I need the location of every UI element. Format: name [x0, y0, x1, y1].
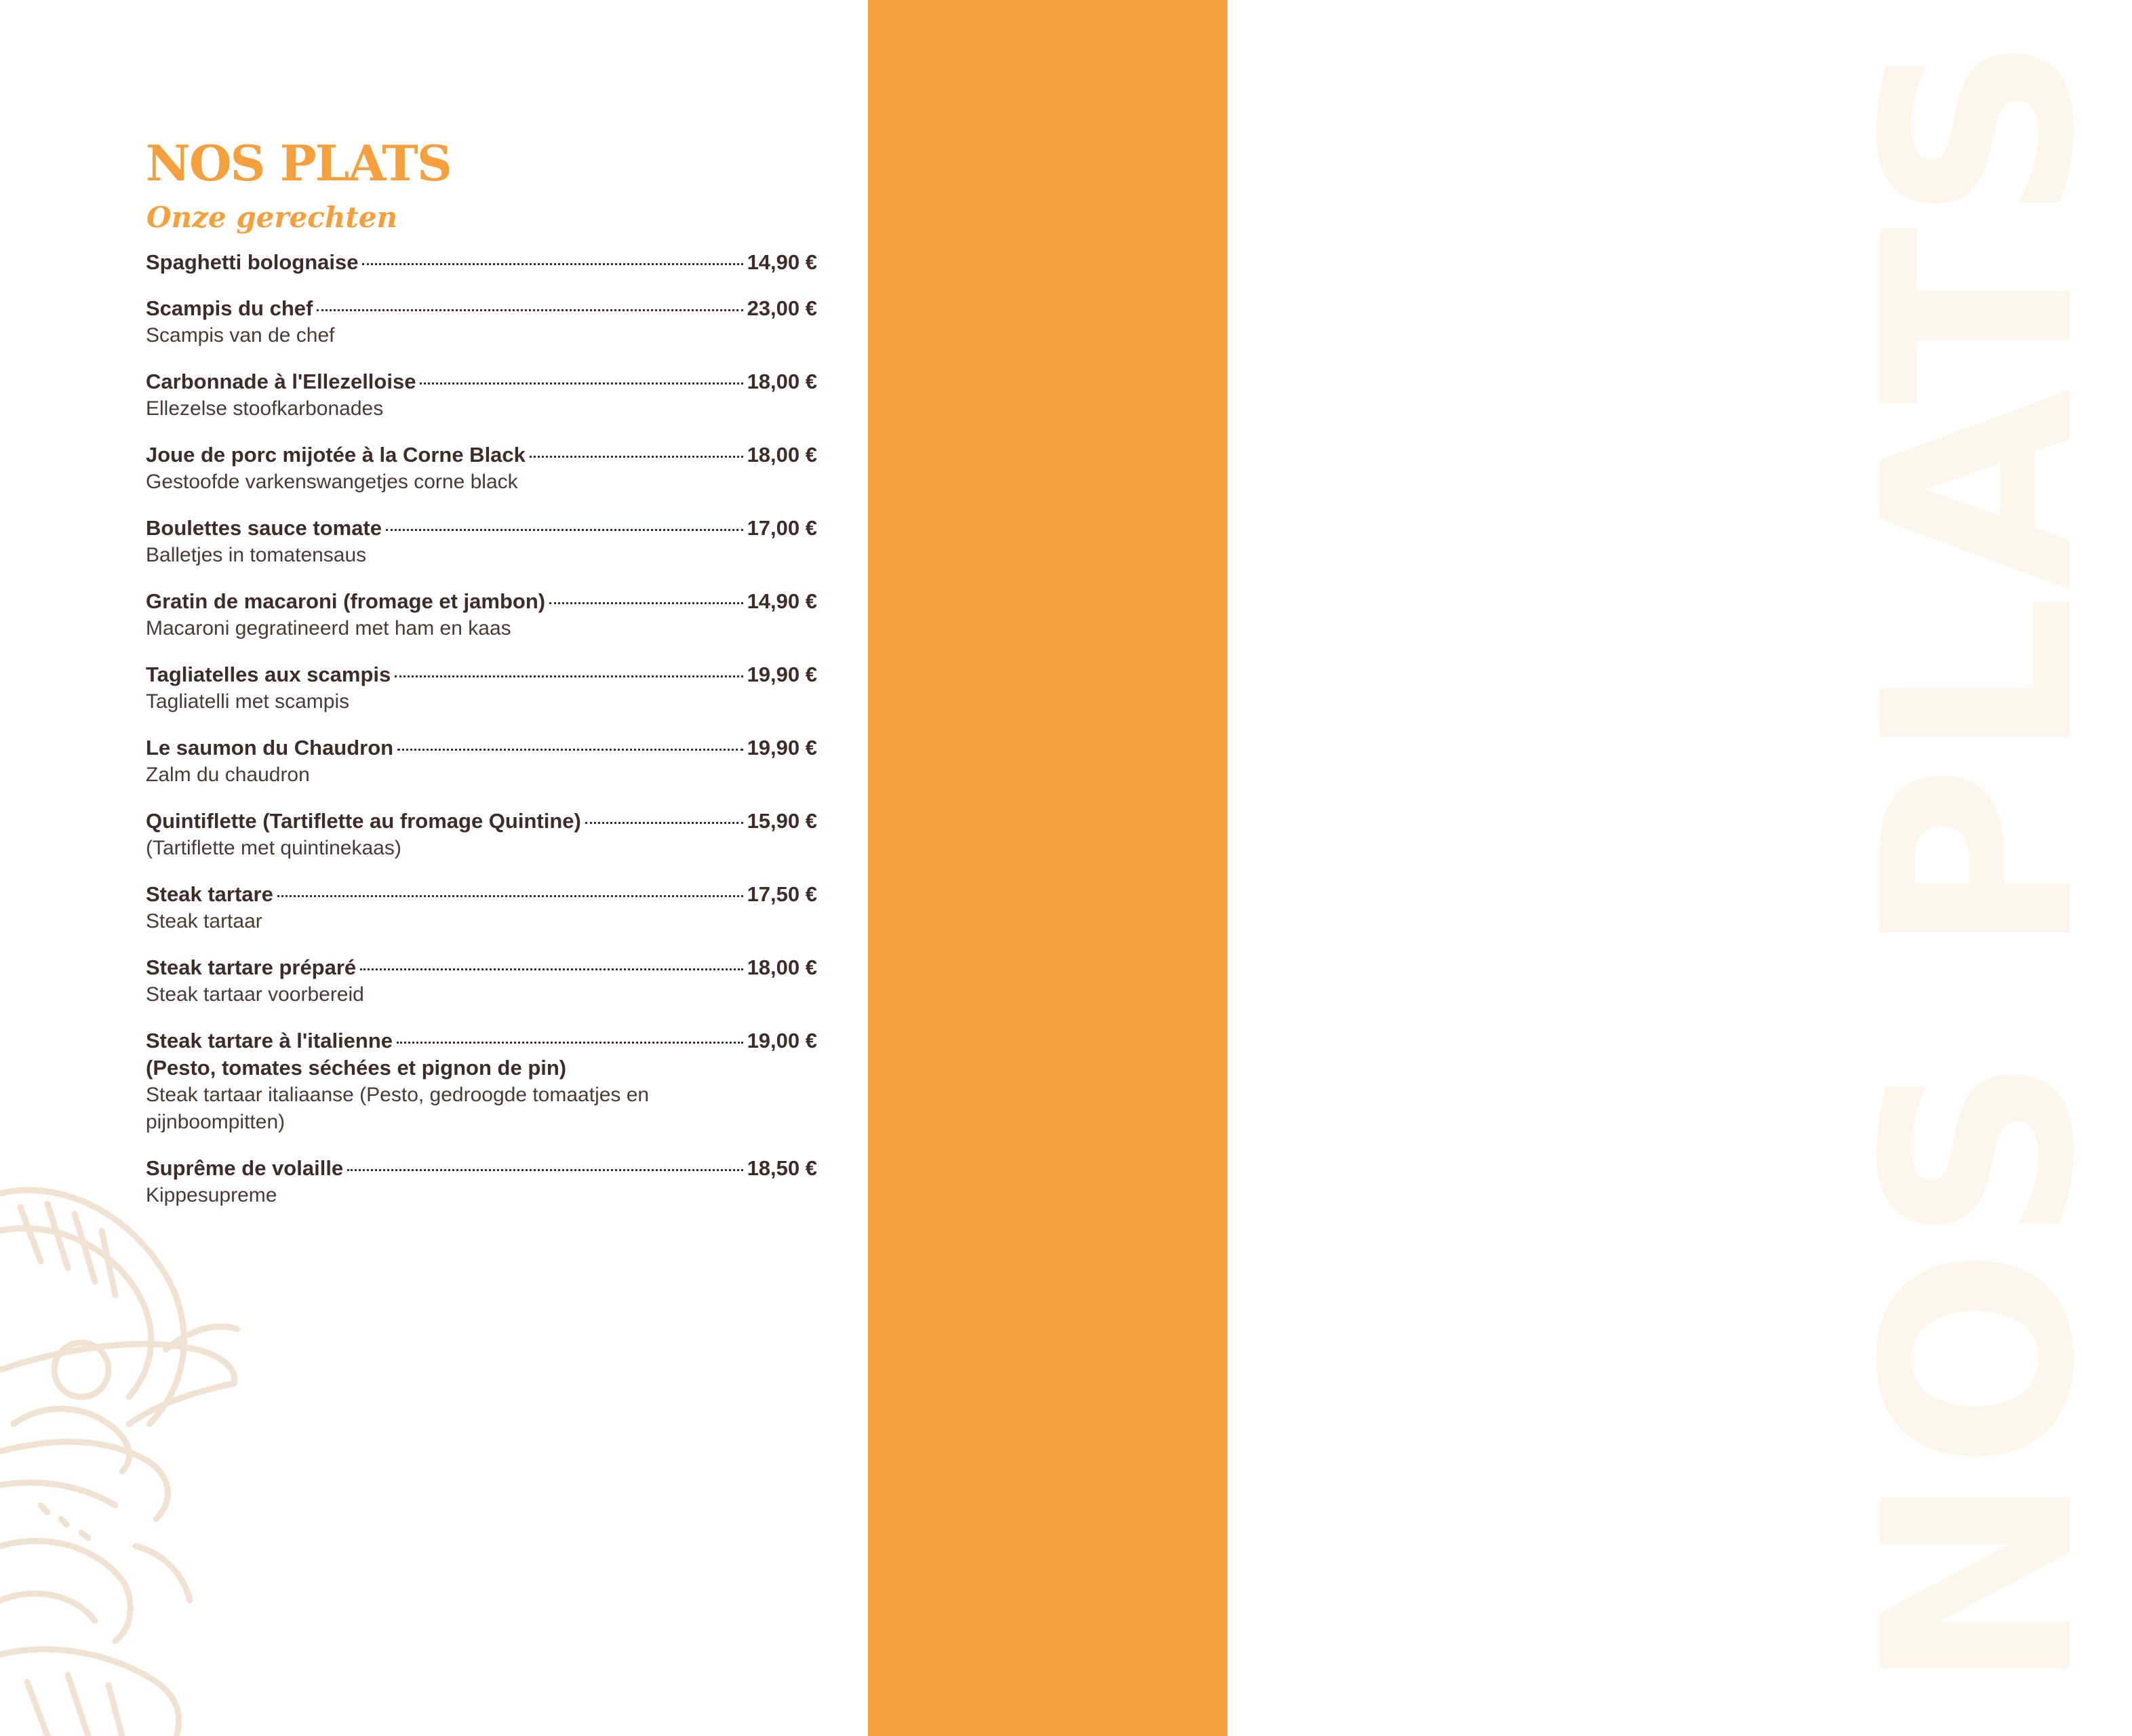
dish-translation: Steak tartaar voorbereid [146, 983, 364, 1006]
menu-item [146, 881, 817, 935]
menu-item [146, 368, 817, 422]
dot-leader [362, 263, 743, 265]
dish-name: Spaghetti bolognaise [146, 250, 359, 274]
grunge-texture-icon [868, 0, 1227, 1736]
dot-leader [277, 895, 743, 897]
menu-item-row [146, 368, 817, 395]
dish-detail: (Pesto, tomates séchées et pignon de pin) [146, 1056, 567, 1080]
dish-translation: Tagliatelli met scampis [146, 690, 350, 713]
menu-item-row [146, 734, 817, 762]
menu-item [146, 954, 817, 1008]
dish-price: 23,00 € [747, 296, 817, 320]
dish-price: 17,00 € [747, 516, 817, 540]
menu-item [146, 734, 817, 789]
dot-leader [549, 602, 743, 604]
menu-item-row [146, 1027, 817, 1054]
dish-translation: Zalm du chaudron [146, 764, 310, 786]
food-sketch-icon [0, 1166, 258, 1736]
dish-name: Tagliatelles aux scampis [146, 663, 391, 686]
dish-name: Boulettes sauce tomate [146, 516, 382, 540]
menu-item-row [146, 881, 817, 908]
dish-price: 17,50 € [747, 882, 817, 906]
menu-item-row [146, 808, 817, 835]
dish-name: Carbonnade à l'Ellezelloise [146, 370, 416, 393]
menu-item [146, 661, 817, 715]
dot-leader [530, 456, 743, 458]
dish-name: Quintiflette (Tartiflette au fromage Quintine) [146, 809, 581, 833]
dish-translation: Ellezelse stoofkarbonades [146, 397, 384, 420]
dish-price: 18,50 € [747, 1156, 817, 1180]
dish-translation: Scampis van de chef [146, 324, 335, 347]
dish-price: 19,90 € [747, 663, 817, 686]
dish-price: 18,00 € [747, 370, 817, 393]
dish-translation: (Tartiflette met quintinekaas) [146, 837, 401, 859]
dish-translation: Steak tartaar italiaanse (Pesto, gedroogde tomaatjes en pijnboompitten) [146, 1084, 650, 1133]
dish-price: 19,00 € [747, 1029, 817, 1052]
dot-leader [397, 1042, 743, 1044]
dish-translation: Balletjes in tomatensaus [146, 544, 367, 566]
dish-name: Steak tartare préparé [146, 955, 357, 979]
menu-item [146, 295, 817, 349]
dish-price: 19,90 € [747, 736, 817, 760]
menu-item [146, 515, 817, 569]
dish-name: Steak tartare [146, 882, 273, 906]
menu-item-row [146, 661, 817, 688]
menu-item-row [146, 295, 817, 322]
dot-leader [395, 675, 743, 677]
side-banner-title: NOS PLATS [1828, 30, 2132, 1693]
dish-name: Le saumon du Chaudron [146, 736, 394, 760]
menu-item [146, 441, 817, 496]
dish-translation: Gestoofde varkenswangetjes corne black [146, 471, 518, 493]
dish-name: Gratin de macaroni (fromage et jambon) [146, 589, 546, 613]
dish-price: 18,00 € [747, 955, 817, 979]
dish-translation: Macaroni gegratineerd met ham en kaas [146, 617, 511, 639]
dot-leader [360, 968, 743, 970]
menu-item-row [146, 954, 817, 981]
dish-price: 14,90 € [747, 250, 817, 274]
menu-item [146, 1155, 817, 1209]
dish-translation: Kippesupreme [146, 1184, 277, 1206]
menu-item [146, 808, 817, 862]
dish-name: Steak tartare à l'italienne [146, 1029, 393, 1052]
dish-translation: Steak tartaar [146, 910, 262, 932]
dish-name: Suprême de volaille [146, 1156, 344, 1180]
dish-name: Scampis du chef [146, 296, 313, 320]
menu-list [146, 249, 817, 1228]
dot-leader [317, 309, 743, 311]
menu-item [146, 1027, 817, 1136]
menu-item-row [146, 1155, 817, 1182]
menu-item-row [146, 588, 817, 615]
dish-price: 15,90 € [747, 809, 817, 833]
page-title: NOS PLATS [146, 134, 451, 192]
side-banner [868, 0, 2132, 1736]
page-subtitle: Onze gerechten [146, 201, 398, 234]
menu-item [146, 249, 817, 276]
dot-leader [397, 749, 743, 751]
dot-leader [386, 529, 743, 531]
dot-leader [347, 1169, 743, 1171]
menu-item-row [146, 249, 817, 276]
dot-leader [420, 382, 743, 384]
menu-item-row [146, 441, 817, 469]
dish-price: 14,90 € [747, 589, 817, 613]
dot-leader [585, 822, 743, 824]
menu-item [146, 588, 817, 642]
dish-name: Joue de porc mijotée à la Corne Black [146, 443, 526, 467]
menu-item-row [146, 515, 817, 542]
dish-price: 18,00 € [747, 443, 817, 467]
